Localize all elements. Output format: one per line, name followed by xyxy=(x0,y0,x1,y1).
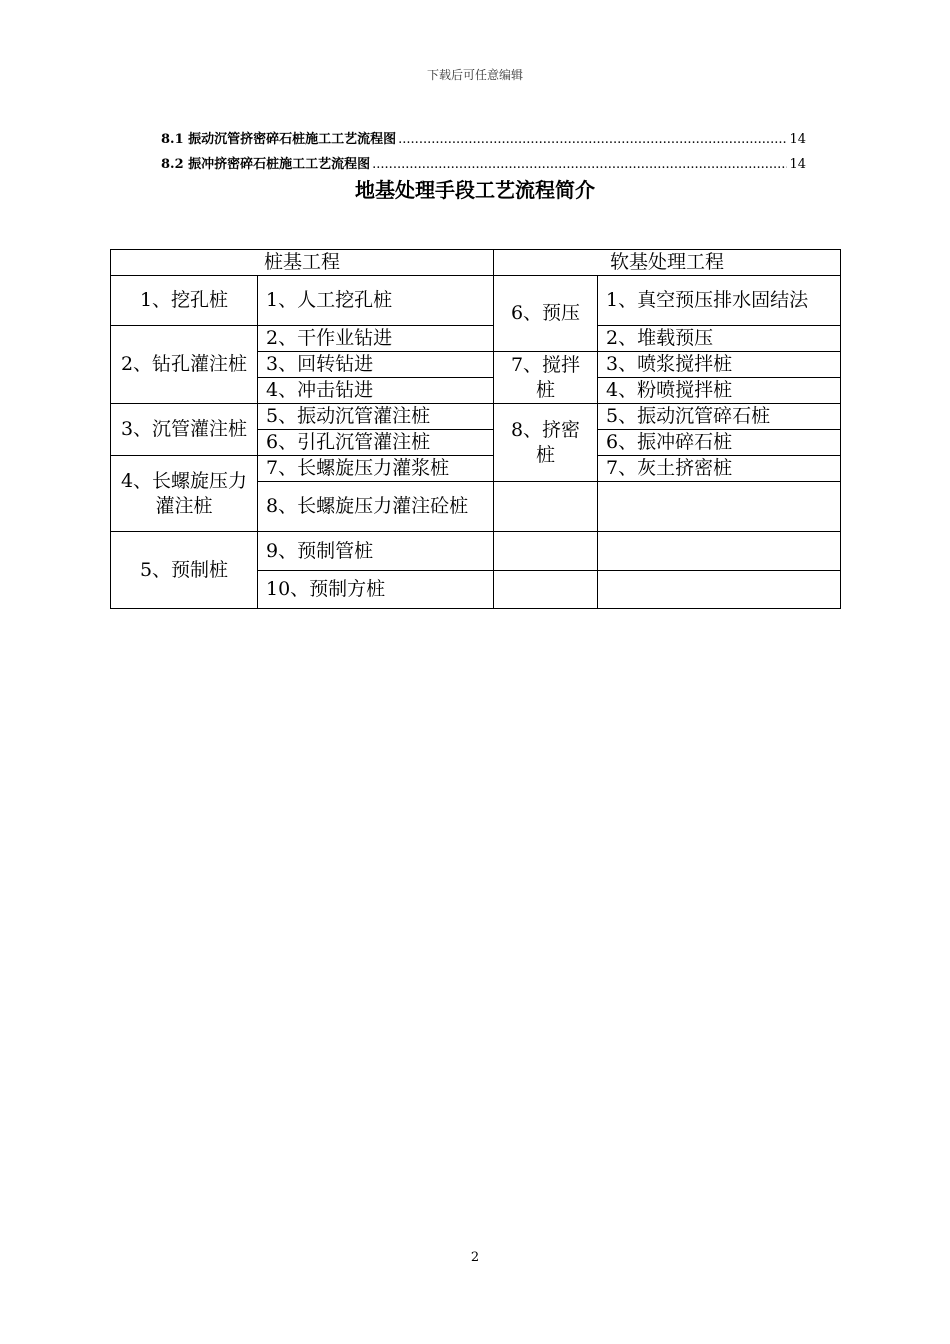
empty-cell xyxy=(598,482,841,532)
pile-item: 4、冲击钻进 xyxy=(258,378,494,404)
soft-item: 7、灰土挤密桩 xyxy=(598,456,841,482)
table-row xyxy=(111,456,841,482)
header-pile: 桩基工程 xyxy=(111,250,494,276)
pile-group: 3、沉管灌注桩 xyxy=(111,404,258,456)
soft-group: 8、挤密桩 xyxy=(494,404,598,482)
table-row xyxy=(111,326,841,352)
empty-cell xyxy=(494,532,598,571)
soft-item: 2、堆载预压 xyxy=(598,326,841,352)
soft-group: 6、预压 xyxy=(494,276,598,352)
page-number: 2 xyxy=(470,1250,480,1265)
page-header: 下载后可任意编辑 xyxy=(426,68,523,82)
pile-item: 3、回转钻进 xyxy=(258,352,494,378)
soft-group: 7、搅拌桩 xyxy=(494,352,598,404)
toc-entry[interactable] xyxy=(161,128,806,147)
soft-item: 3、喷浆搅拌桩 xyxy=(598,352,841,378)
pile-item: 9、预制管桩 xyxy=(258,532,494,571)
toc-page: 14 xyxy=(789,132,806,147)
table-row xyxy=(111,404,841,430)
toc-leader xyxy=(372,157,787,172)
pile-item: 1、人工挖孔桩 xyxy=(258,276,494,326)
pile-group: 1、挖孔桩 xyxy=(111,276,258,326)
pile-group: 2、钻孔灌注桩 xyxy=(111,326,258,404)
page-title: 地基处理手段工艺流程简介 xyxy=(355,178,595,202)
empty-cell xyxy=(494,482,598,532)
soft-item: 4、粉喷搅拌桩 xyxy=(598,378,841,404)
pile-item: 8、长螺旋压力灌注砼桩 xyxy=(258,482,494,532)
toc-label: 8.2 振冲挤密碎石桩施工工艺流程图 xyxy=(161,157,371,172)
empty-cell xyxy=(598,532,841,571)
header-soft: 软基处理工程 xyxy=(494,250,841,276)
pile-item: 2、干作业钻进 xyxy=(258,326,494,352)
table-row xyxy=(111,532,841,571)
pile-item: 10、预制方桩 xyxy=(258,571,494,609)
pile-group: 5、预制桩 xyxy=(111,532,258,609)
process-table xyxy=(110,249,841,609)
pile-item: 5、振动沉管灌注桩 xyxy=(258,404,494,430)
pile-item: 6、引孔沉管灌注桩 xyxy=(258,430,494,456)
table-row xyxy=(111,276,841,326)
toc-page: 14 xyxy=(789,157,806,172)
pile-item: 7、长螺旋压力灌浆桩 xyxy=(258,456,494,482)
toc-leader xyxy=(398,132,787,147)
soft-item: 1、真空预压排水固结法 xyxy=(598,276,841,326)
empty-cell xyxy=(598,571,841,609)
soft-item: 6、振冲碎石桩 xyxy=(598,430,841,456)
empty-cell xyxy=(494,571,598,609)
soft-item: 5、振动沉管碎石桩 xyxy=(598,404,841,430)
toc-entry[interactable] xyxy=(161,153,806,172)
pile-group: 4、长螺旋压力灌注桩 xyxy=(111,456,258,532)
table-header-row xyxy=(111,250,841,276)
toc-label: 8.1 振动沉管挤密碎石桩施工工艺流程图 xyxy=(161,132,397,147)
